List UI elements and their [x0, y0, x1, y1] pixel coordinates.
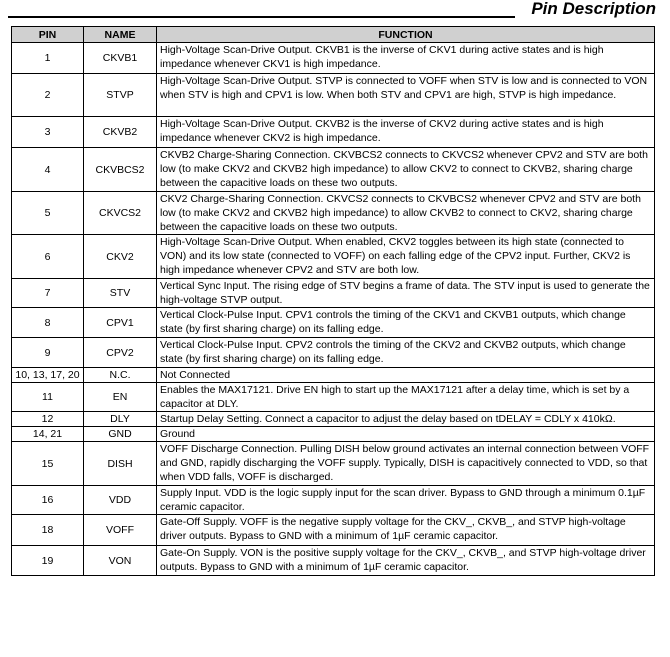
table-row [12, 43, 655, 74]
pin-cell: 5 [12, 192, 84, 235]
function-cell: High-Voltage Scan-Drive Output. CKVB1 is the inverse of CKV1 during active states and is high impedance whenever CKV1 is high impedance. [157, 43, 655, 74]
pin-cell: 9 [12, 338, 84, 368]
table-row [12, 427, 655, 442]
name-cell: CKVCS2 [84, 192, 157, 235]
function-cell: CKVB2 Charge-Sharing Connection. CKVBCS2 connects to CKVCS2 whenever CPV2 and STV are both low (to make CKV2 and CKVB2 high impedance) to allow CKV2 to connect to CKVB2, sharing charge between the capacitive loads on these two outputs. [157, 148, 655, 192]
name-cell: EN [84, 383, 157, 412]
table-header-row [12, 27, 655, 43]
name-cell: CKVBCS2 [84, 148, 157, 192]
name-cell: N.C. [84, 368, 157, 383]
table-row [12, 308, 655, 338]
name-cell: CKV2 [84, 235, 157, 279]
name-cell: GND [84, 427, 157, 442]
section-title: Pin Description [531, 0, 656, 18]
table-row [12, 515, 655, 546]
function-cell: Gate-On Supply. VON is the positive supply voltage for the CKV_, CKVB_, and STVP high-voltage driver outputs. Bypass to GND with a minimum of 1µF ceramic capacitor. [157, 546, 655, 576]
name-cell: CKVB1 [84, 43, 157, 74]
function-cell: High-Voltage Scan-Drive Output. STVP is connected to VOFF when STV is low and is connected to VON when STV is high and CPV1 is low. When both STV and CPV1 are high, STVP is high impedance. [157, 74, 655, 117]
function-cell: High-Voltage Scan-Drive Output. CKVB2 is the inverse of CKV2 during active states and is high impedance whenever CKV2 is high impedance. [157, 117, 655, 148]
table-row [12, 74, 655, 117]
title-rule [8, 16, 515, 18]
function-cell: Vertical Clock-Pulse Input. CPV2 controls the timing of the CKV2 and CKVB2 outputs, which change state (by first sharing charge) on its falling edge. [157, 338, 655, 368]
function-cell: Ground [157, 427, 655, 442]
pin-cell: 6 [12, 235, 84, 279]
function-cell: Supply Input. VDD is the logic supply input for the scan driver. Bypass to GND through a minimum 0.1µF ceramic capacitor. [157, 486, 655, 515]
table-row [12, 192, 655, 235]
column-header-function: FUNCTION [157, 27, 655, 43]
pin-cell: 10, 13, 17, 20 [12, 368, 84, 383]
function-cell: Vertical Clock-Pulse Input. CPV1 controls the timing of the CKV1 and CKVB1 outputs, which change state (by first sharing charge) on its falling edge. [157, 308, 655, 338]
name-cell: STVP [84, 74, 157, 117]
pin-description-table [11, 26, 655, 576]
table-row [12, 235, 655, 279]
table-row [12, 279, 655, 308]
function-cell: Startup Delay Setting. Connect a capacitor to adjust the delay based on tDELAY = CDLY x 410kΩ. [157, 412, 655, 427]
name-cell: CPV2 [84, 338, 157, 368]
pin-cell: 4 [12, 148, 84, 192]
name-cell: DISH [84, 442, 157, 486]
pin-cell: 11 [12, 383, 84, 412]
name-cell: VDD [84, 486, 157, 515]
pin-cell: 8 [12, 308, 84, 338]
table-row [12, 338, 655, 368]
pin-cell: 15 [12, 442, 84, 486]
name-cell: DLY [84, 412, 157, 427]
name-cell: STV [84, 279, 157, 308]
name-cell: CPV1 [84, 308, 157, 338]
table-row [12, 546, 655, 576]
pin-cell: 16 [12, 486, 84, 515]
function-cell: Gate-Off Supply. VOFF is the negative supply voltage for the CKV_, CKVB_, and STVP high-voltage driver outputs. Bypass to GND with a minimum of 1µF ceramic capacitor. [157, 515, 655, 546]
name-cell: VOFF [84, 515, 157, 546]
function-cell: Not Connected [157, 368, 655, 383]
table-row [12, 368, 655, 383]
pin-cell: 3 [12, 117, 84, 148]
table-row [12, 442, 655, 486]
pin-cell: 19 [12, 546, 84, 576]
pin-cell: 18 [12, 515, 84, 546]
name-cell: CKVB2 [84, 117, 157, 148]
table-row [12, 148, 655, 192]
function-cell: Vertical Sync Input. The rising edge of STV begins a frame of data. The STV input is used to generate the high-voltage STVP output. [157, 279, 655, 308]
column-header-pin: PIN [12, 27, 84, 43]
table-row [12, 486, 655, 515]
pin-cell: 14, 21 [12, 427, 84, 442]
table-row [12, 383, 655, 412]
pin-cell: 2 [12, 74, 84, 117]
pin-cell: 1 [12, 43, 84, 74]
function-cell: Enables the MAX17121. Drive EN high to start up the MAX17121 after a delay time, which is set by a capacitor at DLY. [157, 383, 655, 412]
function-cell: High-Voltage Scan-Drive Output. When enabled, CKV2 toggles between its high state (connected to VON) and its low state (connected to VOFF) on each falling edge of the CPV2 input. Further, CKV2 is high impedance whenever CPV2 and STV are both low. [157, 235, 655, 279]
function-cell: VOFF Discharge Connection. Pulling DISH below ground activates an internal connection between VOFF and GND, rapidly discharging the VOFF supply. Typically, DISH is capacitively connected to VDD, so that when VDD falls, VOFF is discharged. [157, 442, 655, 486]
table-row [12, 117, 655, 148]
pin-cell: 7 [12, 279, 84, 308]
pin-cell: 12 [12, 412, 84, 427]
function-cell: CKV2 Charge-Sharing Connection. CKVCS2 connects to CKVBCS2 whenever CPV2 and STV are both low (to make CKV2 and CKVB2 high impedance) to allow CKVB2 to connect to CKV2, sharing charge between the capacitive loads on these two outputs. [157, 192, 655, 235]
column-header-name: NAME [84, 27, 157, 43]
name-cell: VON [84, 546, 157, 576]
table-row [12, 412, 655, 427]
